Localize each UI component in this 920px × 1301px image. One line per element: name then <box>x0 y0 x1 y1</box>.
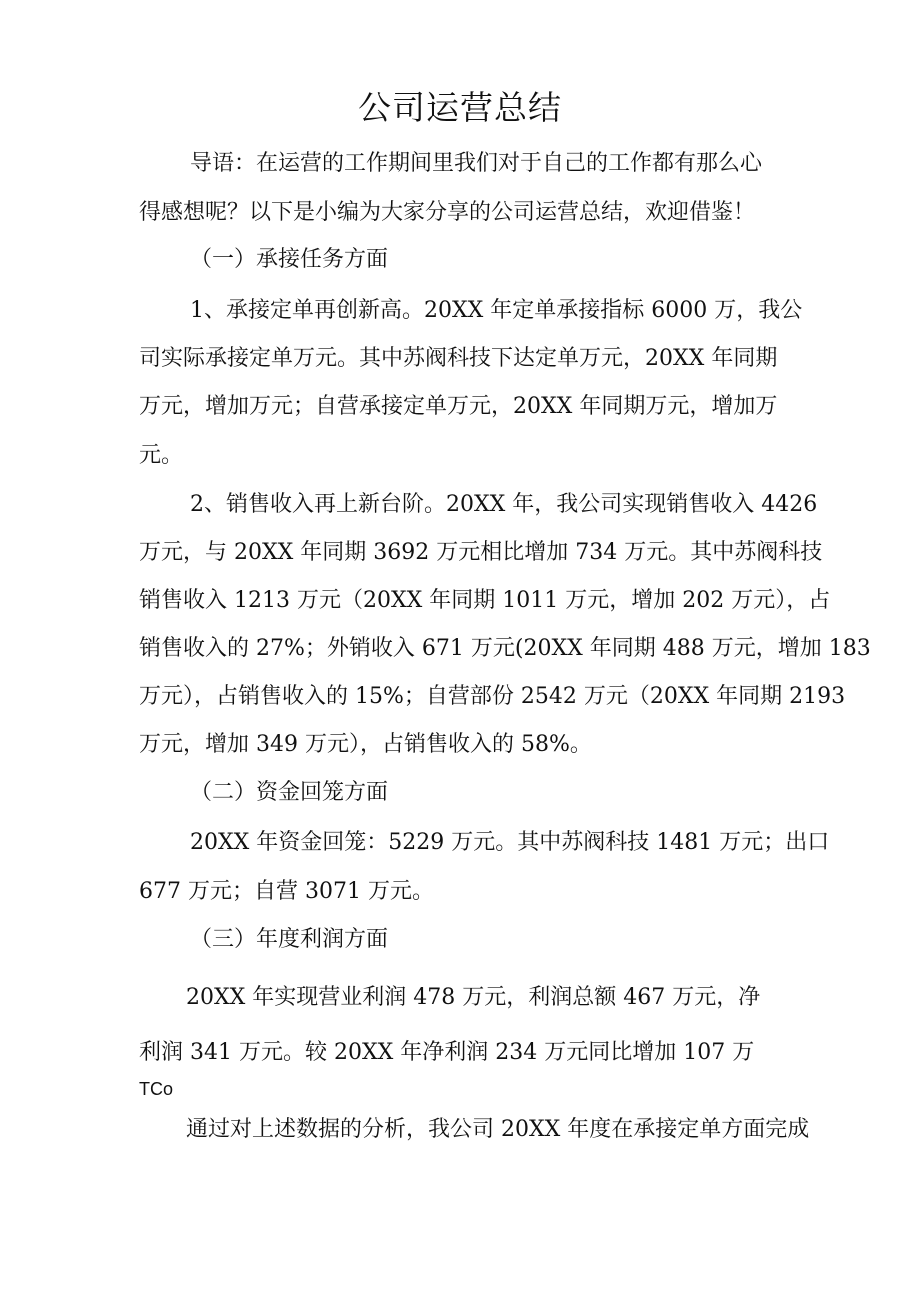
section-heading: （一）承接任务方面 <box>190 247 389 272</box>
paragraph-line: 通过对上述数据的分析，我公司 20XX 年度在承接定单方面完成 <box>186 1117 810 1142</box>
paragraph-line: 万元，增加万元；自营承接定单万元，20XX 年同期万元，增加万 <box>139 394 778 419</box>
document-title: 公司运营总结 <box>358 88 562 127</box>
paragraph-line: 20XX 年实现营业利润 478 万元，利润总额 467 万元，净 <box>186 985 761 1010</box>
paragraph-line: 万元，与 20XX 年同期 3692 万元相比增加 734 万元。其中苏阀科技 <box>139 540 823 565</box>
section-heading: （二）资金回笼方面 <box>190 780 389 805</box>
paragraph-line: 司实际承接定单万元。其中苏阀科技下达定单万元，20XX 年同期 <box>139 346 778 371</box>
section-heading: （三）年度利润方面 <box>190 927 389 952</box>
paragraph-line: 万元），占销售收入的 15%；自营部份 2542 万元（20XX 年同期 2193 <box>139 684 846 709</box>
paragraph-line: 万元，增加 349 万元），占销售收入的 58%。 <box>139 732 592 757</box>
paragraph-line: 销售收入的 27%；外销收入 671 万元(20XX 年同期 488 万元，增加 183 <box>139 636 871 661</box>
paragraph-line: 元。 <box>139 443 184 468</box>
paragraph-line: 677 万元；自营 3071 万元。 <box>139 879 434 904</box>
paragraph-line: TCo <box>139 1079 174 1099</box>
paragraph-line: 1、承接定单再创新高。20XX 年定单承接指标 6000 万，我公 <box>190 298 803 323</box>
paragraph-line: 2、销售收入再上新台阶。20XX 年，我公司实现销售收入 4426 <box>190 492 818 517</box>
paragraph-line: 利润 341 万元。较 20XX 年净利润 234 万元同比增加 107 万 <box>139 1040 755 1065</box>
paragraph-line: 导语：在运营的工作期间里我们对于自己的工作都有那么心 <box>190 151 763 176</box>
paragraph-line: 20XX 年资金回笼：5229 万元。其中苏阀科技 1481 万元；出口 <box>190 830 830 855</box>
paragraph-line: 销售收入 1213 万元（20XX 年同期 1011 万元，增加 202 万元），占 <box>139 588 831 613</box>
paragraph-line: 得感想呢？以下是小编为大家分享的公司运营总结，欢迎借鉴！ <box>139 200 756 225</box>
